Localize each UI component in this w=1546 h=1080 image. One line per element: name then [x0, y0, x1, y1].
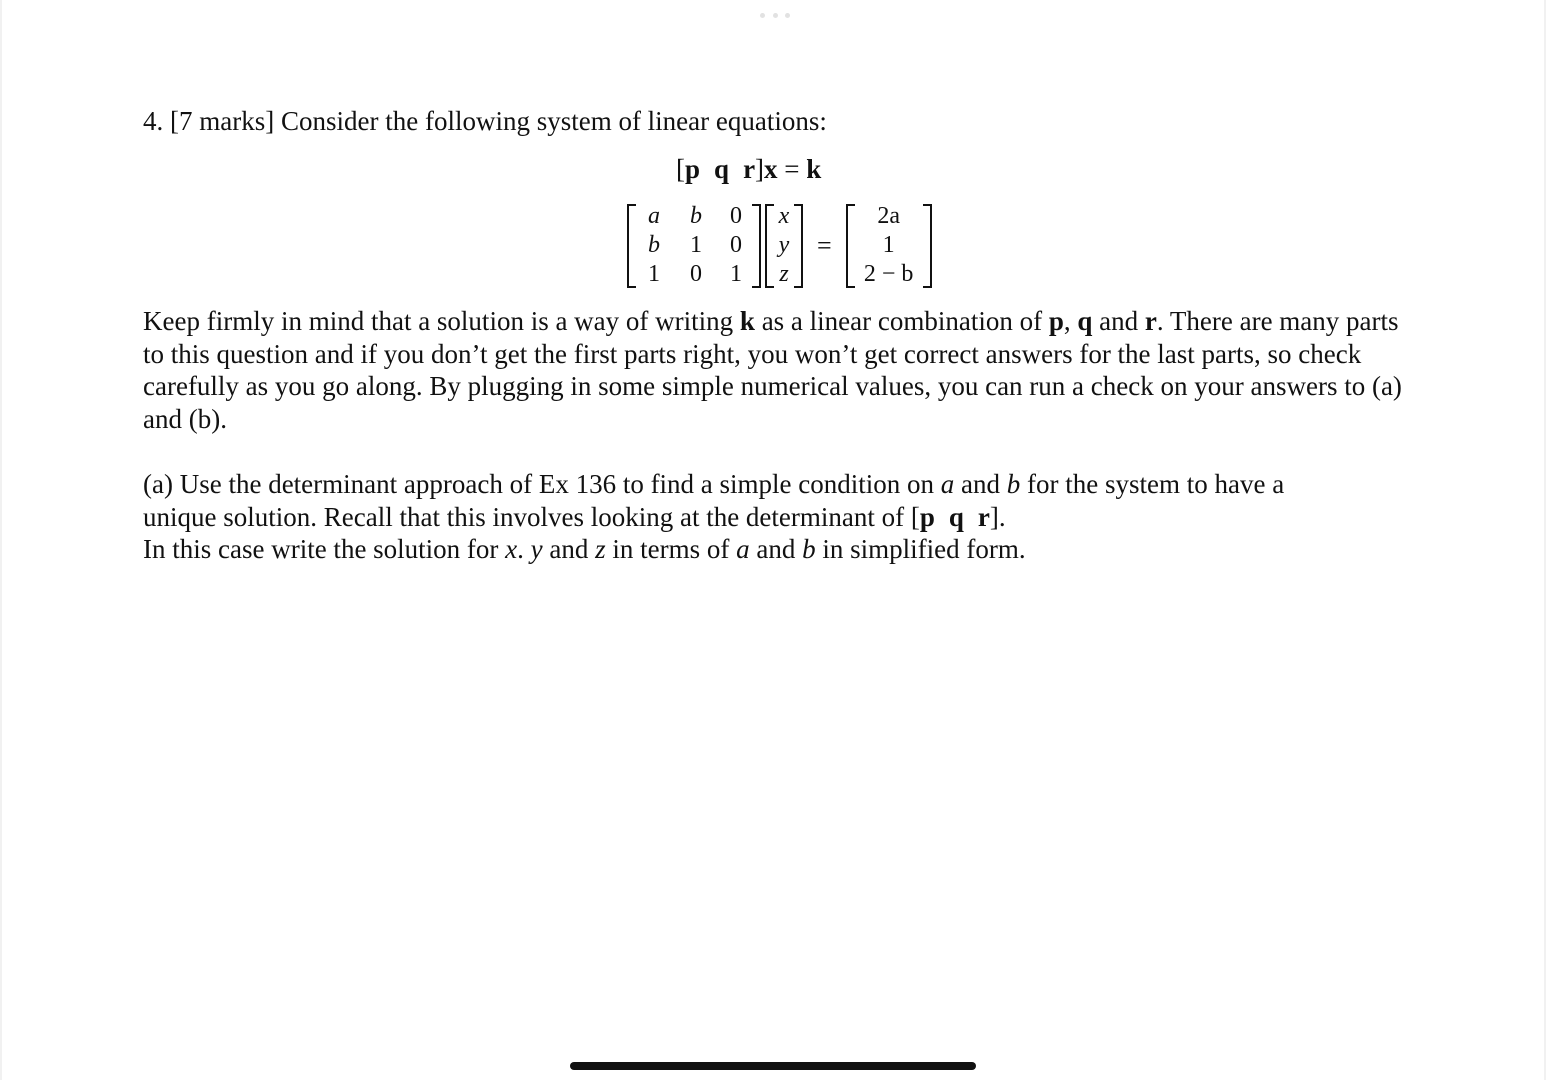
vector-cell: x	[778, 203, 790, 229]
vector-r: r	[743, 154, 756, 184]
equals-sign: =	[784, 154, 800, 184]
matrix-cell: b	[648, 232, 660, 258]
vector-equation	[676, 152, 821, 186]
vector-cell: 2a	[877, 203, 900, 229]
matrix-cell: 0	[690, 261, 702, 287]
home-indicator[interactable]	[570, 1062, 976, 1070]
question-marks: [7 marks]	[170, 106, 275, 136]
vector-p: p	[685, 154, 701, 184]
rhs-vector	[846, 202, 932, 290]
more-options-icon[interactable]	[760, 12, 790, 18]
part-a-line: (a) Use the determinant approach of Ex 136 to find a simple condition on a and b for the system to have a	[143, 469, 1285, 499]
dot	[760, 13, 765, 18]
question-title	[143, 104, 827, 138]
question-number: 4.	[143, 106, 164, 136]
vector-cell: 1	[882, 232, 895, 258]
instruction-paragraph: Keep firmly in mind that a solution is a way of writing k as a linear combination of p, q and r. There are many parts to this question and if you don’t get the first parts right, you won’t get correct answers for the last parts, so check carefully as you go along. By plugging in some simple numerical values, you can run a check on your answers to (a) and (b).	[143, 306, 1402, 434]
vector-k: k	[806, 154, 822, 184]
coefficient-matrix	[627, 202, 761, 290]
part-a-line: unique solution. Recall that this involves looking at the determinant of [p q r].	[143, 501, 1006, 532]
question-intro: Consider the following system of linear equations:	[280, 106, 827, 136]
matrix-equation	[627, 200, 932, 292]
dot	[773, 13, 778, 18]
dot	[785, 13, 790, 18]
matrix-cell: b	[690, 203, 702, 229]
matrix-cell: a	[648, 203, 660, 229]
vector-cell: 2 − b	[863, 261, 914, 287]
bracket-open: [	[676, 154, 685, 184]
matrix-cell: 1	[690, 232, 702, 258]
matrix-cell: 0	[730, 232, 742, 258]
page-edge-left	[0, 0, 2, 1080]
vector-x: x	[764, 154, 778, 184]
matrix-cell: 0	[730, 203, 742, 229]
matrix-cell: 1	[648, 261, 660, 287]
vector-q: q	[714, 154, 730, 184]
variable-vector	[765, 202, 803, 290]
vector-cell: y	[778, 232, 790, 258]
bracket-close: ]	[755, 154, 765, 184]
equals-sign: =	[817, 231, 832, 260]
part-a	[143, 468, 1403, 566]
matrix-cell: 1	[730, 261, 742, 287]
part-a-line: In this case write the solution for x. y and z in terms of a and b in simplified form.	[143, 534, 1026, 564]
vector-cell: z	[779, 261, 789, 287]
